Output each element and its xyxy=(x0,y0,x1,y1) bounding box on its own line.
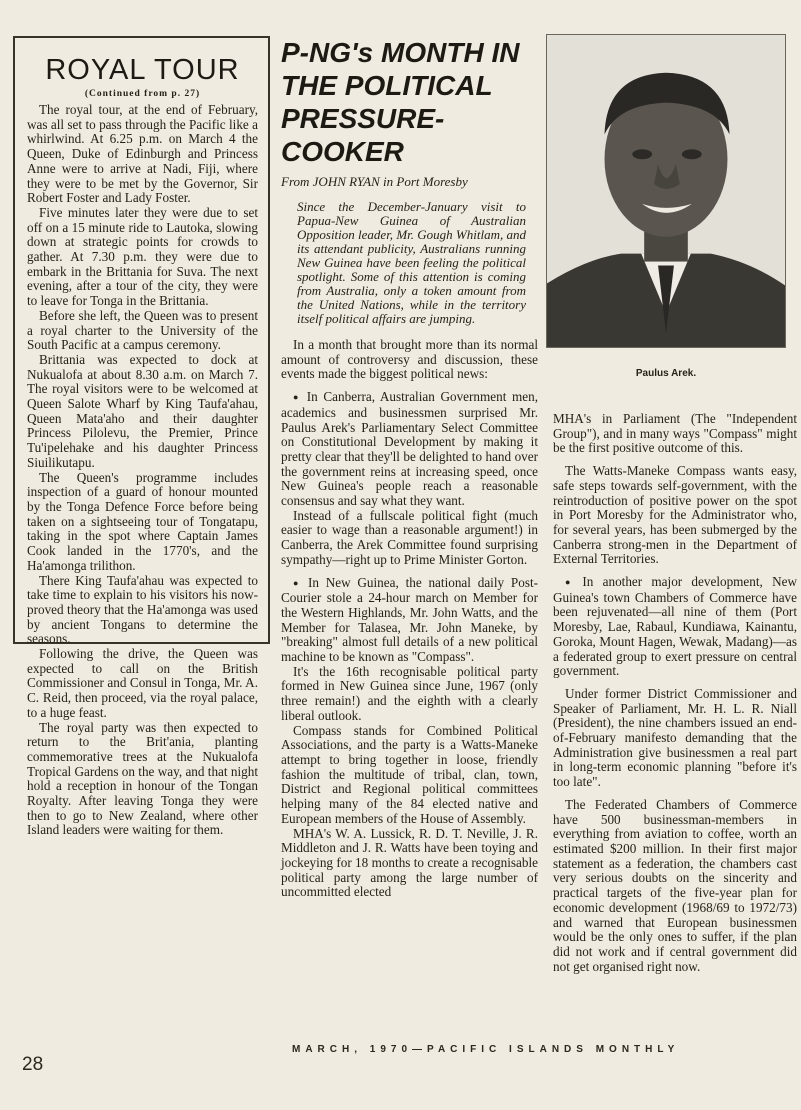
continuation-column xyxy=(553,412,797,1047)
article-headline: P-NG's MONTH IN THE POLITICAL PRESSURE-COOKER xyxy=(281,37,520,167)
royal-tour-title: ROYAL TOUR xyxy=(45,54,240,86)
paragraph: MHA's in Parliament (The "Independent Group"), and in many ways "Compass" might be the first positive outcome of this. xyxy=(553,411,797,456)
paragraph: Brittania was expected to dock at Nukualofa at about 8.30 a.m. on March 7. The royal visitors were to be welcomed at Queen Salote Wharf by King Taufa'ahau, Queen Mata'aho and their daughter Princess Pilolevu, the Premier, Prince Tu'ipelehake and his daughter Princess Siuilikutapu. xyxy=(27,351,258,470)
paragraph: It's the 16th recognisable political party formed in New Guinea since June, 1967 (only three remain!) and the eighth with a clearly liberal outlook. xyxy=(281,663,538,723)
bullet-paragraph: ● In New Guinea, the national daily Post-Courier stole a 24-hour march on Member for the Western Highlands, Mr. John Watts, and the Member for Talasea, Mr. John Maneke, by "breaking" almost full details of a new political machine to be known as "Compass". xyxy=(281,576,538,665)
article-body xyxy=(281,338,538,900)
article-byline: From JOHN RYAN in Port Moresby xyxy=(281,174,468,189)
paragraph: The Queen's programme includes inspection of a guard of honour mounted by the Tonga Defence Force before being taken on a sightseeing tour of Tongatapu, taking in the spot where Captain James Cook landed in the 1770's, and the Ha'amonga trilithon. xyxy=(27,469,258,573)
article-intro: Since the December-January visit to Papua-New Guinea of Australian Opposition leader, Mr. Gough Whitlam, and its attendant publicity, Australians running New Guinea have been feeling the political spotlight. Some of this attention is coming from Australia, only a token amount from the United Nations, while in the territory itself political affairs are jumping. xyxy=(297,199,526,326)
photo-caption: Paulus Arek. xyxy=(635,368,697,379)
paragraph: Compass stands for Combined Political Associations, and the party is a Watts-Maneke attempt to bring together in loose, friendly fashion the multitude of tribal, clan, town, District and Regional political committees helping many of the 84 elected native and European members of the House of Assembly. xyxy=(281,722,538,826)
paragraph: There King Taufa'ahau was expected to take time to explain to his visitors his now-proved theory that the Ha'amonga was used by ancient Tongans to determine the seasons. xyxy=(27,572,258,647)
portrait-illustration xyxy=(547,35,785,347)
paragraph: Instead of a fullscale political fight (much easier to wage than a reasonable argument!) in Canberra, the Arek Committee found surprising sympathy—right up to Prime Minister Gorton. xyxy=(281,507,538,567)
paragraph: The Watts-Maneke Compass wants easy, safe steps towards self-government, with the reintroduction of positive power on the spot in Port Moresby for the Administrator who, for several years, has been submerged by the Canberra strong-men in the Department of External Territories. xyxy=(553,463,797,567)
bullet-paragraph: ● In another major development, New Guinea's town Chambers of Commerce have been rejuvenated—all nine of them (Port Moresby, Lae, Rabaul, Kundiawa, Kainantu, Goroka, Mount Hagen, Wewak, Madang)—as a federated group to exert pressure on central government. xyxy=(553,575,797,679)
article-column xyxy=(281,36,539,900)
paragraph: Five minutes later they were due to set off on a 15 minute ride to Lautoka, slowing down at strategic points for crowds to gather. At 7.30 p.m. they were due to embark in the Brittania for Suva. The next evening, after a tour of the city, they were to leave for Tonga in the Brittania. xyxy=(27,204,258,309)
paragraph: The royal party was then expected to return to the Brit'ania, planting commemorative trees at the Nukualofa Tropical Gardens on the way, and that night hold a reception in honour of the Tongan Royalty. After leaving Tonga they were then to go to New Zealand, where other Island leaders were waiting for them. xyxy=(27,719,258,838)
portrait-photo xyxy=(546,34,786,348)
paragraph: Following the drive, the Queen was expected to call on the British Commissioner and Consul in Tonga, Mr. A. C. Reid, then proceed, via the royal palace, to a huge feast. xyxy=(27,646,258,720)
royal-tour-body xyxy=(27,103,258,838)
running-footer: MARCH, 1970—PACIFIC ISLANDS MONTHLY xyxy=(292,1044,680,1055)
portrait-figure xyxy=(546,34,786,388)
royal-tour-box xyxy=(13,36,270,838)
continued-note: (Continued from p. 27) xyxy=(84,89,201,99)
paragraph: The royal tour, at the end of February, was all set to pass through the Pacific like a whirlwind. At 6.25 p.m. on March 4 the Queen, Duke of Edinburgh and Princess Anne were to arrive at Nadi, Fiji, where they were to be met by the Governor, Sir Robert Foster and Lady Foster. xyxy=(27,102,258,206)
bullet-paragraph: ● In Canberra, Australian Government men, academics and businessmen surprised Mr. Paulus Arek's Parliamentary Select Committee on Constitutional Development by making it pretty clear that they'll be delighted to hand over the government reins at increasing speed, once New Guinea's people reach a reasonable consensus and say what they want. xyxy=(281,390,538,509)
continuation-body xyxy=(553,412,797,974)
page-number: 28 xyxy=(22,1054,44,1075)
paragraph: The Federated Chambers of Commerce have 500 businessman-members in everything from aviation to coffee, worth an estimated $200 million. In their first major statement as a federation, the chambers cast very serious doubts on the sincerity and practical targets of the five-year plan for economic development (1968/69 to 1972/73) and warned that European businessmen would be the only ones to suffer, if the plan did not work and if central government did not get organised right now. xyxy=(553,796,797,974)
paragraph: Before she left, the Queen was to present a royal charter to the University of the South Pacific at a campus ceremony. xyxy=(27,307,258,353)
paragraph: MHA's W. A. Lussick, R. D. T. Neville, J. R. Middleton and J. R. Watts have been toying and jockeying for 18 months to create a recognisable political party among the large number of uncommitted elected xyxy=(281,825,538,900)
paragraph: In a month that brought more than its normal amount of controversy and discussion, these events made the biggest political news: xyxy=(281,337,538,382)
paragraph: Under former District Commissioner and Speaker of Parliament, Mr. H. L. R. Niall (President), the nine chambers issued an end-of-February manifesto demanding that the Administration give businessmen a real part in long-term economic planning "before it's too late". xyxy=(553,685,797,790)
